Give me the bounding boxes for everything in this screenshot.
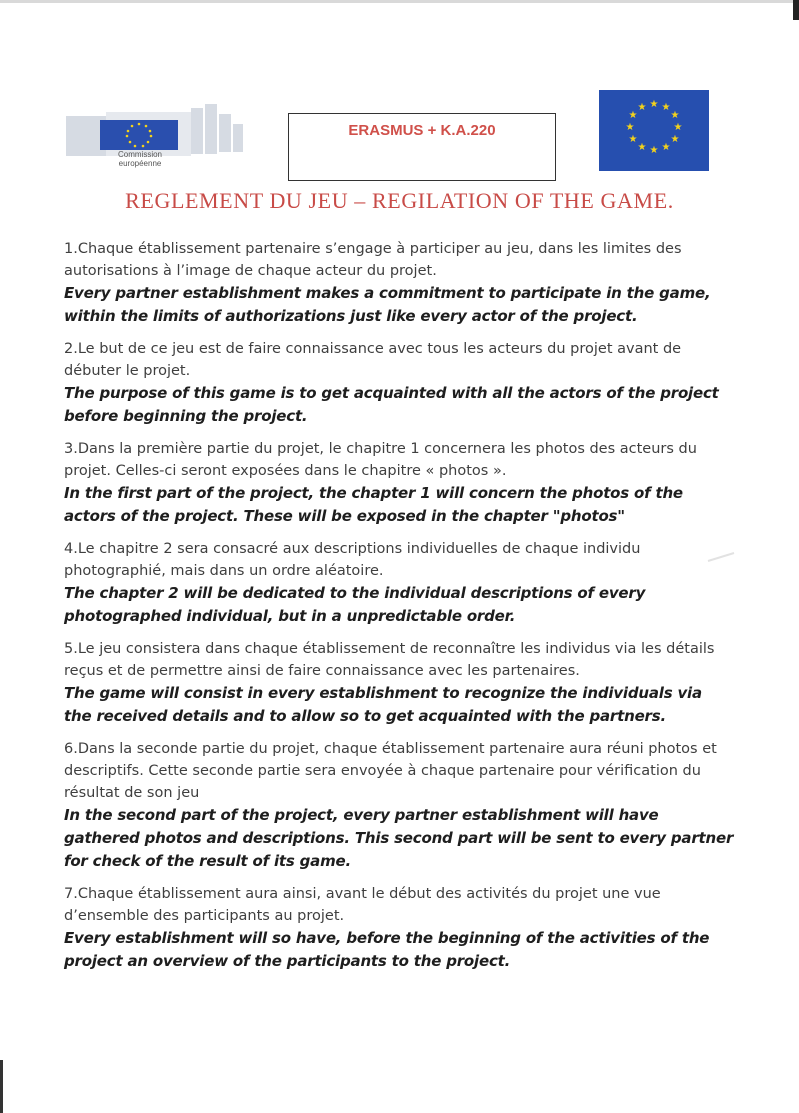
svg-text:★: ★ xyxy=(661,102,671,113)
rule-5-french: 5.Le jeu consistera dans chaque établissement de reconnaître les individus via les détails reçus et de permettre ainsi de faire connaissance avec les partenaires. xyxy=(64,641,715,679)
svg-text:★: ★ xyxy=(628,134,638,145)
rule-1 xyxy=(64,238,734,328)
rule-2 xyxy=(64,338,734,428)
rules-list xyxy=(64,238,734,983)
svg-text:★: ★ xyxy=(670,134,680,145)
svg-text:★: ★ xyxy=(670,110,680,121)
rule-2-french: 2.Le but de ce jeu est de faire connaissance avec tous les acteurs du projet avant de débuter le projet. xyxy=(64,341,682,379)
rule-4 xyxy=(64,538,734,628)
rule-1-french: 1.Chaque établissement partenaire s’engage à participer au jeu, dans les limites des autorisations à l’image de chaque acteur du projet. xyxy=(64,241,682,279)
svg-text:★: ★ xyxy=(661,142,671,153)
svg-text:★: ★ xyxy=(673,122,683,133)
rule-5 xyxy=(64,638,734,728)
scan-edge-right xyxy=(793,0,799,20)
svg-text:★: ★ xyxy=(649,99,659,110)
scan-edge-top xyxy=(0,0,799,3)
title-box xyxy=(288,113,556,181)
commission-label: Commission européenne xyxy=(117,150,162,168)
rule-3-french: 3.Dans la première partie du projet, le chapitre 1 concernera les photos des acteurs du projet. Celles-ci seront exposées dans le chapitre « photos ». xyxy=(64,441,697,479)
rule-4-french: 4.Le chapitre 2 sera consacré aux descriptions individuelles de chaque individu photographié, mais dans un ordre aléatoire. xyxy=(64,541,641,579)
rule-6 xyxy=(64,738,734,873)
rule-5-english: The game will consist in every establishment to recognize the individuals via the received details and to allow so to get acquainted with the partners. xyxy=(64,684,702,725)
svg-text:★: ★ xyxy=(637,142,647,153)
rule-1-english: Every partner establishment makes a commitment to participate in the game, within the limits of authorizations just like every actor of the project. xyxy=(64,284,711,325)
page-title: REGLEMENT DU JEU – REGILATION OF THE GAME. xyxy=(125,188,674,213)
rule-7 xyxy=(64,883,734,973)
rule-3 xyxy=(64,438,734,528)
svg-text:★: ★ xyxy=(649,145,659,156)
scan-edge-left xyxy=(0,1060,3,1113)
rule-6-french: 6.Dans la seconde partie du projet, chaque établissement partenaire aura réuni photos et descriptifs. Cette seconde partie sera envoyée à chaque partenaire pour vérification du résultat de son jeu xyxy=(64,741,717,801)
svg-text:★: ★ xyxy=(628,110,638,121)
rule-7-english: Every establishment will so have, before the beginning of the activities of the project an overview of the participants to the project. xyxy=(64,929,710,970)
rule-2-english: The purpose of this game is to get acquainted with all the actors of the project before beginning the project. xyxy=(64,384,719,425)
scan-smudge xyxy=(706,549,736,565)
eu-flag-icon xyxy=(599,90,709,171)
svg-text:★: ★ xyxy=(625,122,635,133)
rule-6-english: In the second part of the project, every partner establishment will have gathered photos and descriptions. This second part will be sent to every partner for check of the result of its game. xyxy=(64,806,734,870)
svg-text:★: ★ xyxy=(637,102,647,113)
program-title: ERASMUS + K.A.220 xyxy=(348,122,496,139)
rule-3-english: In the first part of the project, the chapter 1 will concern the photos of the actors of the project. These will be exposed in the chapter "photos" xyxy=(64,484,683,525)
rule-7-french: 7.Chaque établissement aura ainsi, avant le début des activités du projet une vue d’ensemble des participants au projet. xyxy=(64,886,661,924)
rule-4-english: The chapter 2 will be dedicated to the individual descriptions of every photographed individual, but in a unpredictable order. xyxy=(64,584,646,625)
